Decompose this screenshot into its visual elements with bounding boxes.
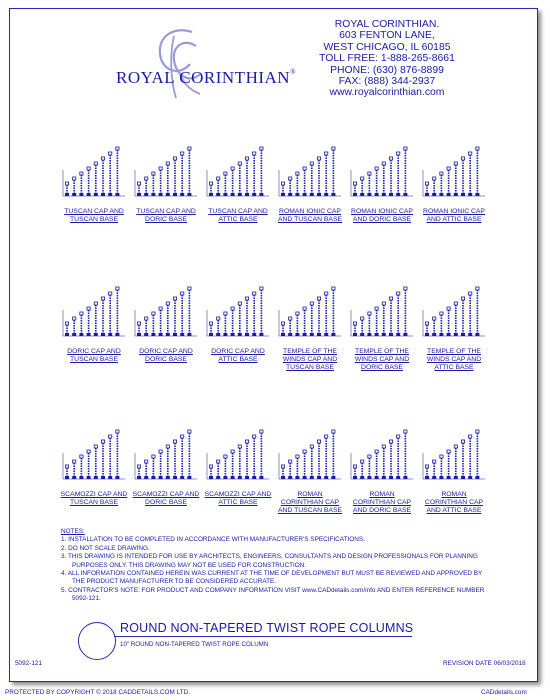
column-detail [343,282,421,392]
column-caption-line: ATTIC BASE [434,364,474,371]
column-caption-line: WINDS CAP AND [426,356,482,363]
company-address-block [300,19,474,99]
column-elevation-icon [277,142,343,204]
column-elevation-icon [61,142,127,204]
company-logo [108,24,296,114]
column-caption-line: ATTIC BASE [218,216,258,223]
column-caption-line: SCAMOZZI CAP AND [132,491,200,498]
title-callout-circle [78,622,116,660]
company-line: PHONE: (630) 876-8899 [330,64,444,76]
column-caption-line: TUSCAN CAP AND [64,208,124,215]
column-caption-line: ROMAN [441,491,467,498]
column-caption-line: TEMPLE OF THE [355,348,409,355]
column-caption-line: TEMPLE OF THE [427,348,481,355]
column-detail [55,425,133,535]
column-detail [415,425,493,535]
column-caption [409,208,499,224]
column-detail [199,425,277,535]
column-caption-line: AND TUSCAN BASE [277,507,343,514]
drawing-title: ROUND NON-TAPERED TWIST ROPE COLUMNS [120,621,414,635]
note-item: 5. CONTRACTOR'S NOTE: FOR PRODUCT AND COMPANY INFORMATION VISIT www.CADdetails.com/info AND ENTER REFERENCE NUMBER 5092-121. [61,586,485,603]
column-elevation-icon [205,142,271,204]
column-caption-line: TUSCAN BASE [70,356,118,363]
column-detail [127,425,205,535]
copyright-footer: PROTECTED BY COPYRIGHT © 2018 CADDETAILS.COM LTD. [5,689,190,696]
column-elevation-icon [277,282,343,344]
column-caption-line: ROMAN [369,491,395,498]
column-caption-line: TUSCAN CAP AND [208,208,268,215]
column-elevation-icon [421,425,487,487]
column-caption [409,491,499,515]
column-caption-line: DORIC BASE [145,216,187,223]
column-elevation-icon [349,142,415,204]
column-caption-line: TUSCAN BASE [286,364,334,371]
column-caption-line: AND TUSCAN BASE [277,216,343,223]
column-detail [271,425,349,535]
title-underline [114,636,412,637]
company-line: WEST CHICAGO, IL 60185 [323,41,451,53]
column-caption-line: TEMPLE OF THE [283,348,337,355]
column-caption-line: DORIC CAP AND [211,348,265,355]
company-line: FAX: (888) 344-2937 [338,76,436,88]
column-detail [127,282,205,392]
column-detail [127,142,205,252]
column-caption [409,348,499,372]
column-caption-line: CORINTHIAN CAP [424,499,484,506]
column-elevation-icon [349,282,415,344]
company-line: TOLL FREE: 1-888-265-8661 [319,53,455,65]
column-caption-line: AND DORIC BASE [352,216,412,223]
drawing-subtitle: 10" ROUND NON-TAPERED TWIST ROPE COLUMN [120,641,269,648]
column-caption-line: AND ATTIC BASE [426,216,482,223]
column-caption-line: ATTIC BASE [218,356,258,363]
column-detail [55,142,133,252]
column-caption-line: TUSCAN BASE [70,216,118,223]
column-caption-line: DORIC BASE [145,356,187,363]
column-detail [271,142,349,252]
column-caption-line: AND DORIC BASE [352,507,412,514]
column-caption-line: WINDS CAP AND [282,356,338,363]
column-elevation-icon [133,142,199,204]
column-caption-line: DORIC CAP AND [67,348,121,355]
column-caption-line: ATTIC BASE [218,499,258,506]
notes-heading: NOTES: [61,528,85,535]
logo-monogram-icon [144,24,214,102]
column-caption-line: ROMAN IONIC CAP [423,208,485,215]
company-line: ROYAL CORINTHIAN. [334,19,440,30]
note-item: 1. INSTALLATION TO BE COMPLETED IN ACCORDANCE WITH MANUFACTURER'S SPECIFICATIONS. [61,536,365,544]
column-detail [415,282,493,392]
column-caption-line: SCAMOZZI CAP AND [204,491,272,498]
column-detail [271,282,349,392]
column-elevation-icon [61,425,127,487]
column-caption-line: DORIC BASE [145,499,187,506]
sheet-number: 5092-121 [15,660,43,667]
column-caption-line: CORINTHIAN CAP [352,499,412,506]
column-elevation-icon [205,425,271,487]
note-item: 3. THIS DRAWING IS INTENDED FOR USE BY ARCHITECTS, ENGINEERS, CONSULTANTS AND DESIGN PROFESSIONALS FOR PLANNING PURPOSES ONLY. THIS DRAWING MAY NOT BE USED FOR CONSTRUCTION. [61,553,478,569]
column-detail [415,142,493,252]
column-elevation-icon [349,425,415,487]
column-caption-line: WINDS CAP AND [354,356,410,363]
column-caption-line: AND ATTIC BASE [426,507,482,514]
column-detail [199,142,277,252]
company-line: www.royalcorinthian.com [329,87,445,99]
column-elevation-icon [421,142,487,204]
column-elevation-icon [277,425,343,487]
column-caption-line: DORIC CAP AND [139,348,193,355]
column-caption-line: DORIC BASE [361,364,403,371]
column-detail [199,282,277,392]
column-caption-line: CORINTHIAN CAP [280,499,340,506]
column-elevation-icon [205,282,271,344]
note-item: 4. ALL INFORMATION CONTAINED HEREIN WAS CURRENT AT THE TIME OF DEVELOPMENT BUT MUST BE REVIEWED AND APPROVED BY THE PRODUCT MANUFACTURER TO BE CONSIDERED ACCURATE. [61,570,483,586]
company-line: 603 FENTON LANE, [339,30,435,42]
column-elevation-icon [133,282,199,344]
column-caption-line: TUSCAN BASE [70,499,118,506]
column-detail [343,142,421,252]
column-caption-line: ROMAN IONIC CAP [279,208,341,215]
column-caption-line: TUSCAN CAP AND [136,208,196,215]
column-elevation-icon [61,282,127,344]
column-detail [343,425,421,535]
revision-date: REVISION DATE 06/03/2018 [443,660,526,667]
logo-wordmark: ROYAL CORINTHIAN® [116,68,296,87]
column-caption-line: ROMAN IONIC CAP [351,208,413,215]
column-caption-line: SCAMOZZI CAP AND [60,491,128,498]
column-elevation-icon [133,425,199,487]
notes-section [61,528,491,604]
column-elevation-icon [421,282,487,344]
column-detail [55,282,133,392]
note-item: 2. DO NOT SCALE DRAWING. [61,544,150,552]
column-caption-line: ROMAN [297,491,323,498]
site-footer: CADdetails.com [481,689,527,696]
